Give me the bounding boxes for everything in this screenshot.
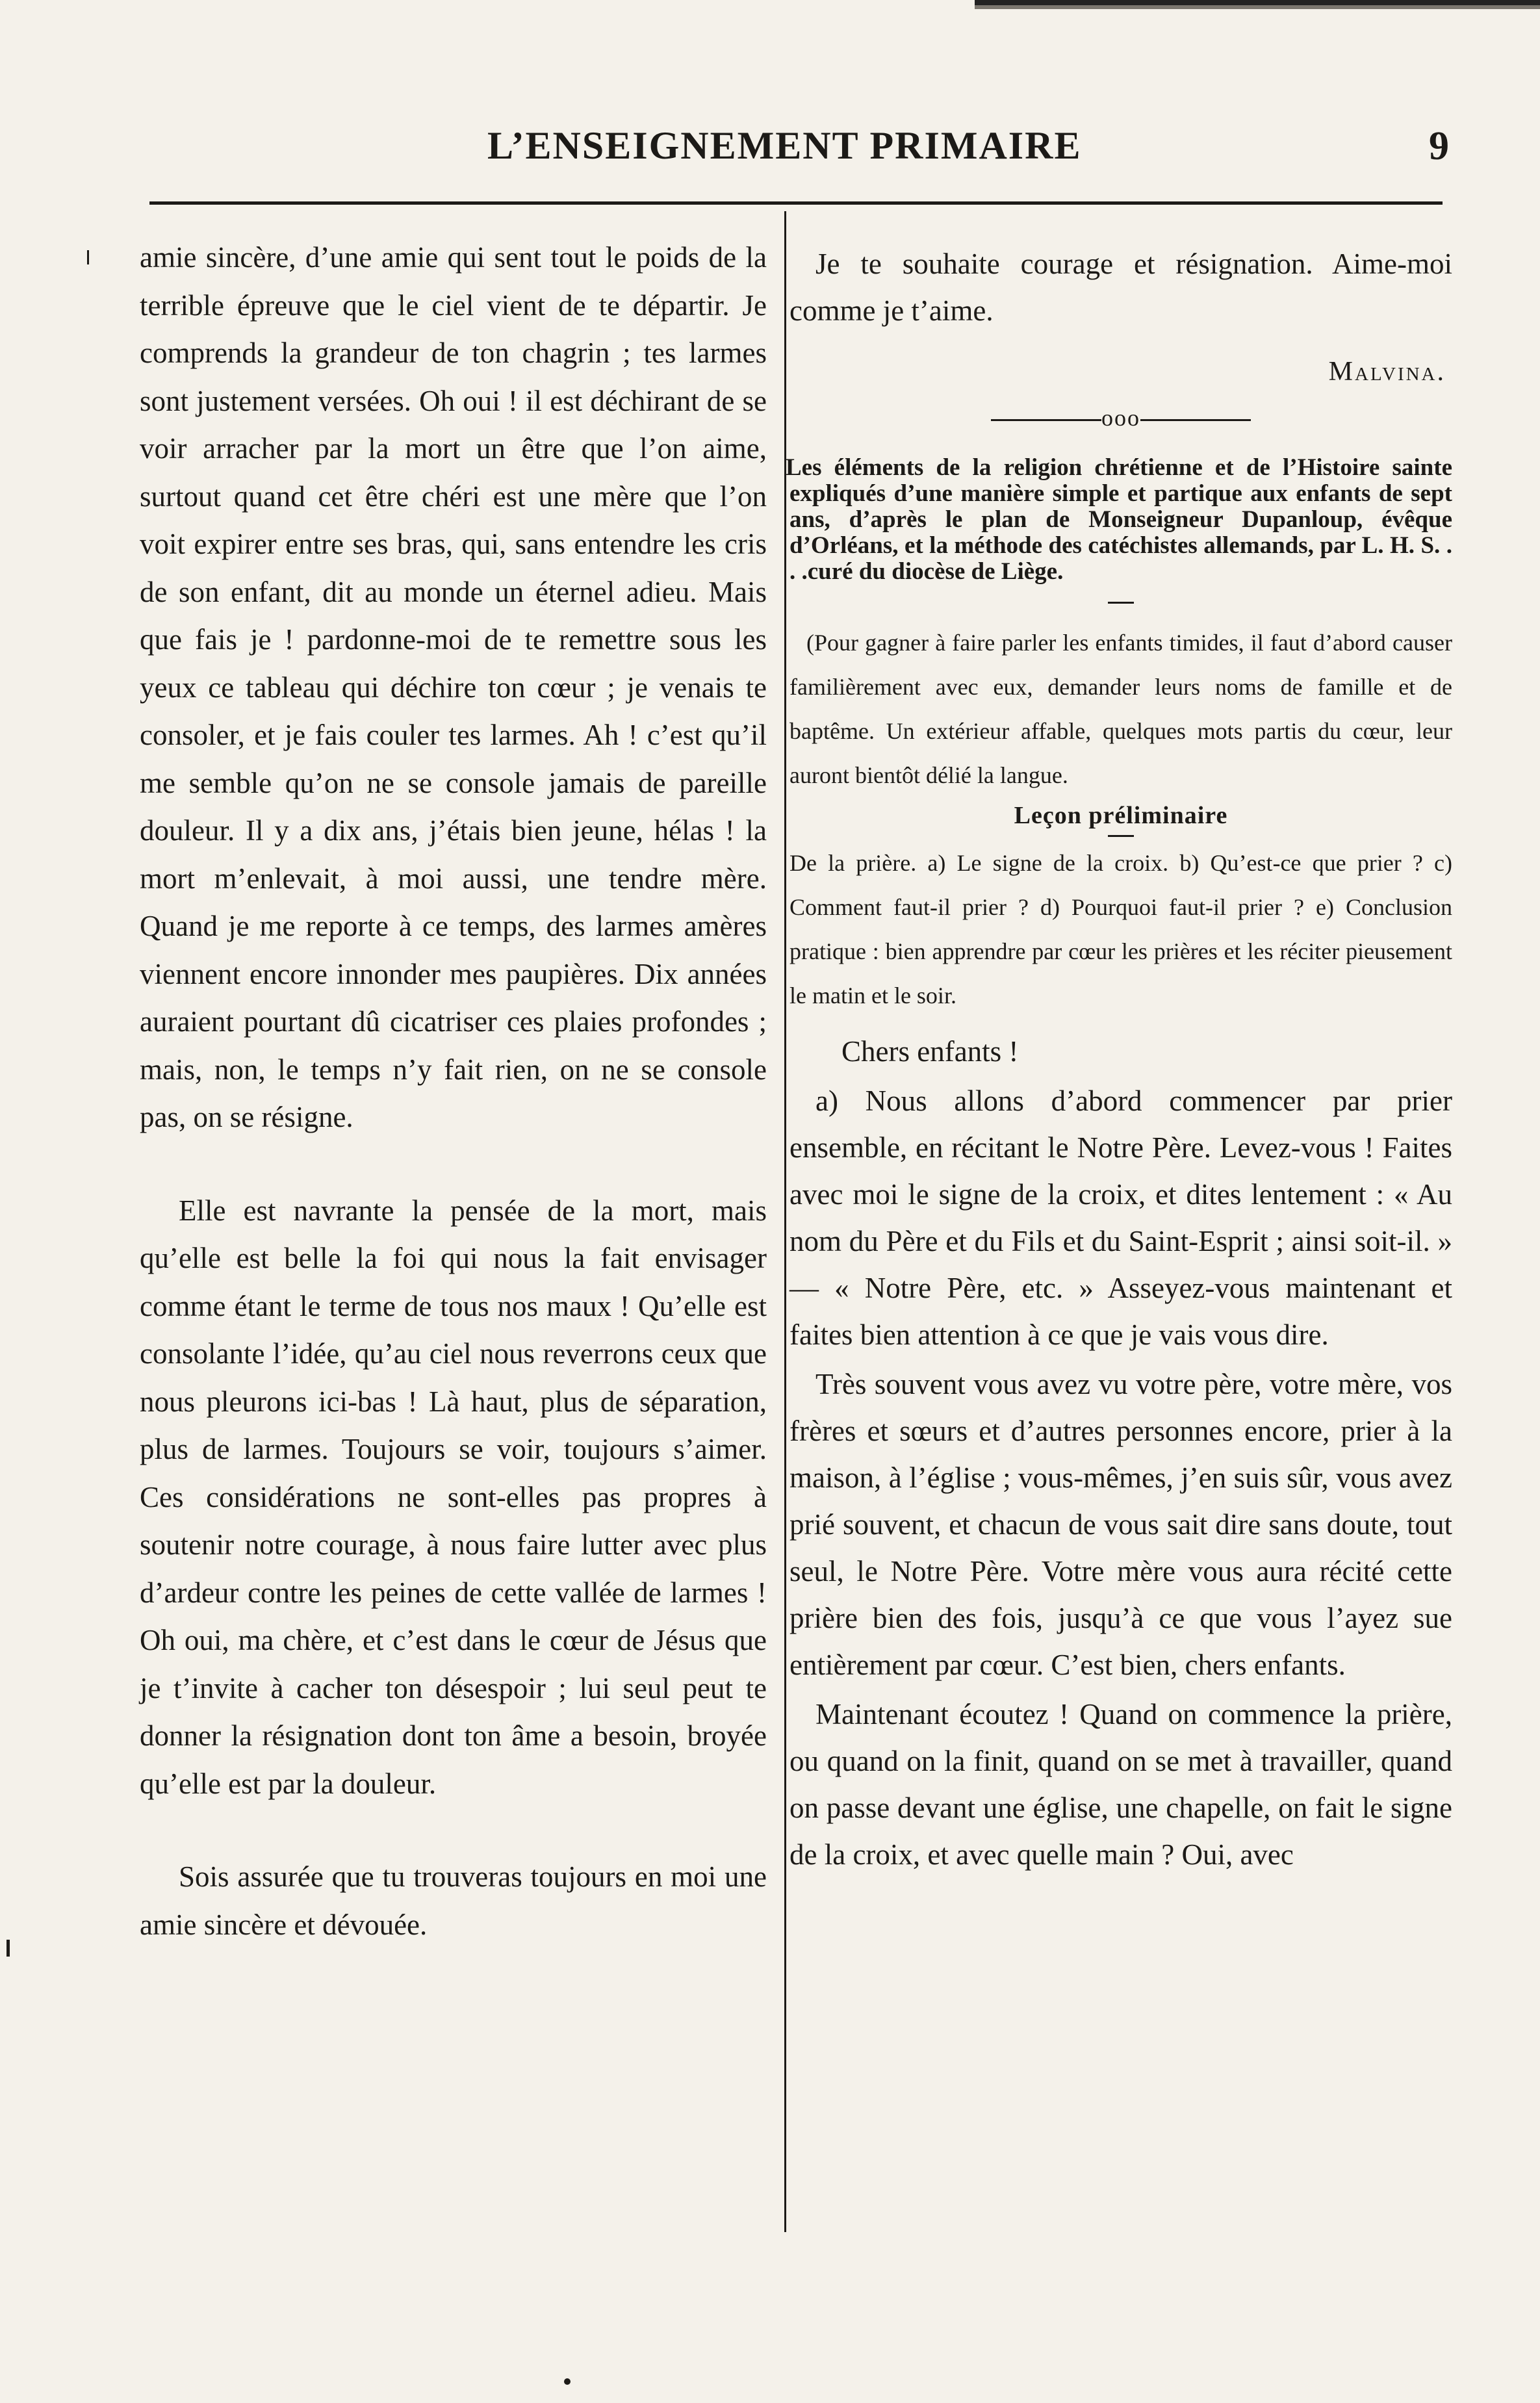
- header-rule: [149, 201, 1443, 205]
- letter-closing: Je te souhaite courage et résignation. Aime-moi comme je t’aime.: [789, 248, 1452, 327]
- letter-paragraph: amie sincère, d’une amie qui sent tout le poids de la terrible épreuve que le ciel vient de te départir. Je comprends la grandeur de ton chagrin ; tes larmes sont justement versées. Oh oui ! il est déchirant de se voir arracher par la mort un être que l’on aime, surtout quand cet être chéri est une mère que l’on voit expirer entre ses bras, qui, sans entendre les cris de son enfant, dit au monde un éternel adieu. Mais que fais je ! pardonne-moi de te remettre sous les yeux ce tableau qui déchire ton cœur ; je venais te consoler, et je fais couler tes larmes. Ah ! c’est qu’il me semble qu’on ne se console jamais de pareille douleur. Il y a dix ans, j’étais bien jeune, hélas ! la mort m’enlevait, à moi aussi, une tendre mère. Quand je me reporte à ce temps, des larmes amères viennent encore innonder mes paupières. Dix années auraient pourtant dû cicatriser ces plaies profondes ; mais, non, le temps n’y fait rien, on ne se console pas, on se résigne.: [140, 241, 767, 1133]
- introductory-note: (Pour gagner à faire parler les enfants timides, il faut d’abord causer familièrement avec eux, demander leurs noms de famille et de baptême. Un extérieur affable, quelques mots partis du cœur, leur auront bientôt délié la langue.: [789, 630, 1452, 788]
- letter-paragraph: Elle est navrante la pensée de la mort, mais qu’elle est belle la foi qui nous la fait envisager comme étant le terme de tous nos maux ! Qu’elle est consolante l’idée, qu’au ciel nous reverrons ceux que nous pleurons ici-bas ! Là haut, plus de séparation, plus de larmes. Toujours se voir, toujours s’aimer. Ces considérations ne sont-elles pas propres à soutenir notre courage, à nous faire lutter avec plus d’ardeur contre les peines de cette vallée de larmes ! Oh oui, ma chère, et c’est dans le cœur de Jésus que je t’invite à cacher ton désespoir ; lui seul peut te donner la résignation dont ton âme a besoin, broyée qu’elle est par la douleur.: [140, 1194, 767, 1800]
- lesson-paragraph: Maintenant écoutez ! Quand on commence la prière, ou quand on la finit, quand on se met à travailler, quand on passe devant une église, une chapelle, on fait le signe de la croix, et avec quelle main ? Oui, avec: [789, 1698, 1452, 1871]
- salutation: Chers enfants !: [841, 1035, 1019, 1068]
- running-head: L’ENSEIGNEMENT PRIMAIRE: [487, 124, 1082, 167]
- lesson-paragraph: Très souvent vous avez vu votre père, votre mère, vos frères et sœurs et d’autres personnes encore, prier à la maison, à l’église ; vous-mêmes, j’en suis sûr, vous avez prié souvent, et chacun de vous sait dire sans doute, tout seul, le Notre Père. Votre mère vous aura récité cette prière bien des fois, jusqu’à ce que vous l’ayez sue entièrement par cœur. C’est bien, chers enfants.: [789, 1368, 1452, 1681]
- letter-signature: Malvina.: [1328, 357, 1446, 387]
- right-column: [786, 240, 1452, 1878]
- short-rule: [1108, 602, 1134, 604]
- lesson-outline: De la prière. a) Le signe de la croix. b) Qu’est-ce que prier ? c) Comment faut-il prier ? d) Pourquoi faut-il prier ? e) Conclusion pratique : bien apprendre par cœur les prières et les réciter pieusement le matin et le soir.: [789, 850, 1452, 1009]
- margin-mark: [87, 250, 89, 264]
- margin-mark: [6, 1940, 10, 1957]
- letter-paragraph: Sois assurée que tu trouveras toujours en moi une amie sincère et dévouée.: [140, 1860, 767, 1941]
- section-separator: [789, 404, 1452, 431]
- page-number: 9: [1429, 124, 1449, 168]
- separator-ornament: ooo: [1101, 405, 1140, 431]
- short-rule: [1108, 835, 1134, 837]
- stray-ink-dot: [564, 2378, 571, 2385]
- separator-line: [991, 419, 1101, 421]
- left-column: [140, 234, 767, 1949]
- separator-line: [1140, 419, 1251, 421]
- book-title: Les éléments de la religion chrétienne et de l’Histoire sainte expliqués d’une manière simple et partique aux enfants de sept ans, d’après le plan de Monseigneur Dupanloup, évêque d’Orléans, et la méthode des catéchistes allemands, par L. H. S. . . .curé du diocèse de Liège.: [786, 454, 1452, 585]
- page-header: [149, 123, 1449, 175]
- column-divider: [784, 211, 786, 2232]
- lesson-paragraph: a) Nous allons d’abord commencer par prier ensemble, en récitant le Notre Père. Levez-vous ! Faites avec moi le signe de la croix, et dites lentement : « Au nom du Père et du Fils et du Saint-Esprit ; ainsi soit-il. » — « Notre Père, etc. » Asseyez-vous maintenant et faites bien attention à ce que je vais vous dire.: [789, 1085, 1452, 1351]
- lesson-heading: Leçon préliminaire: [1014, 802, 1228, 829]
- top-edge-rule: [975, 0, 1540, 9]
